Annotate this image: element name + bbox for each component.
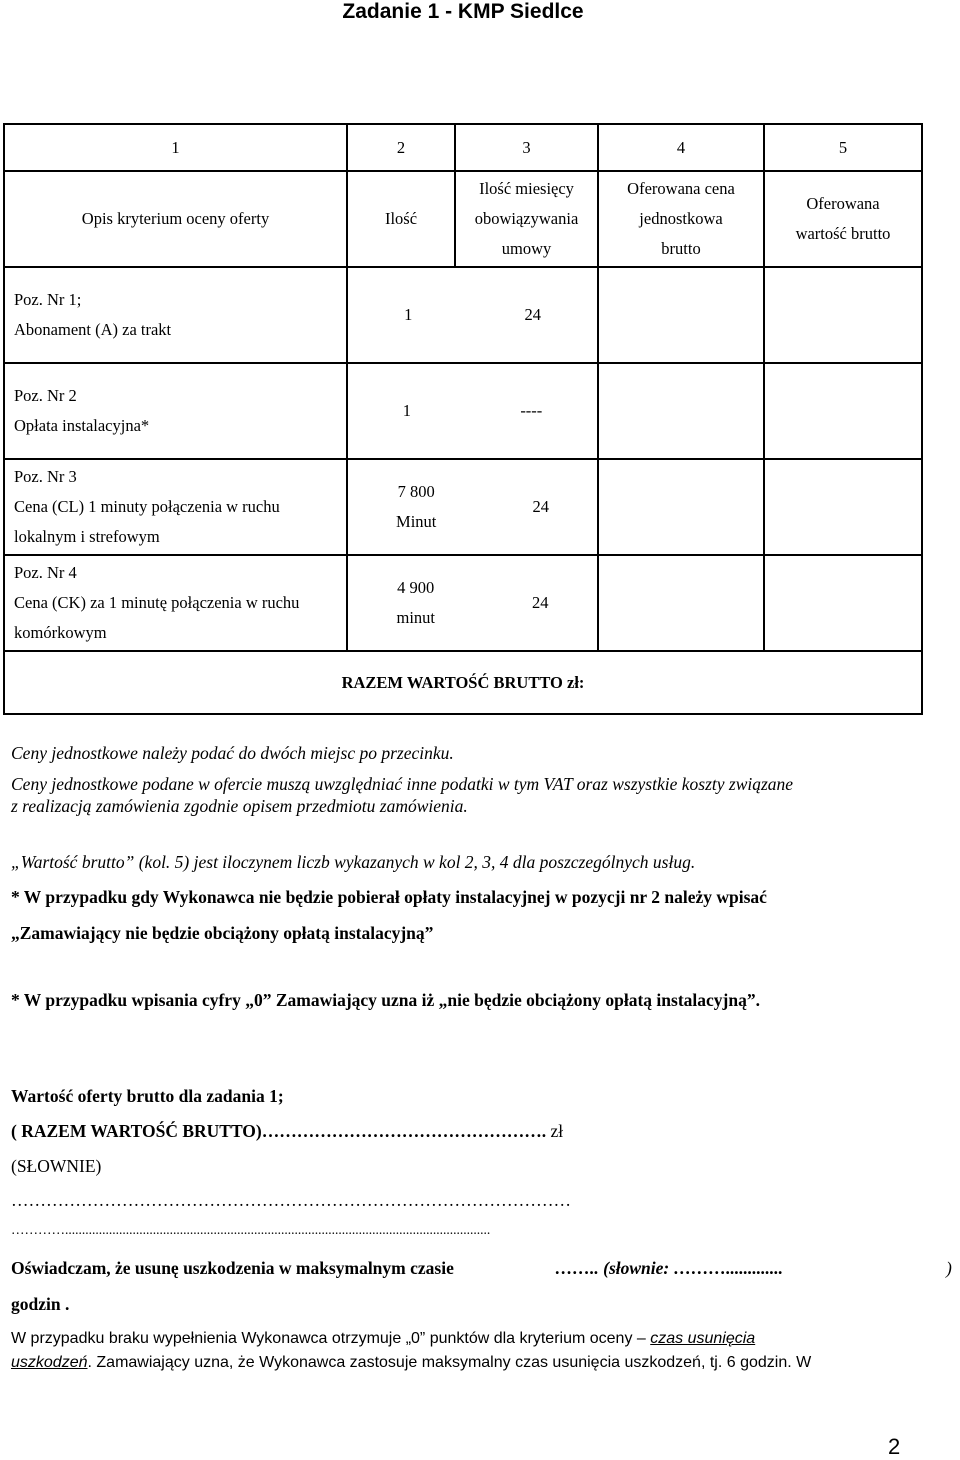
offer-total-line (11, 1121, 563, 1142)
page-title: Zadanie 1 - KMP Siedlce (342, 0, 584, 23)
table-row (4, 459, 922, 555)
note-decimal-places: Ceny jednostkowe należy podać do dwóch miejsc po przecinku. (11, 743, 454, 763)
offer-words-field-2[interactable]: ………….............................................................................................................................. (11, 1222, 491, 1237)
header-unit-price: Oferowana cena jednostkowa brutto (598, 171, 764, 267)
row-qty-months (347, 363, 598, 459)
column-number-row (4, 124, 922, 171)
row-quantity: 7 800 Minut (396, 482, 437, 531)
offer-words-label: (SŁOWNIE) (11, 1156, 102, 1176)
total-row (4, 651, 922, 714)
col-number: 5 (764, 124, 922, 171)
total-value-cell[interactable] (764, 459, 922, 555)
header-quantity: Ilość (347, 171, 455, 267)
header-row (4, 171, 922, 267)
row-months: ---- (520, 401, 543, 420)
total-value-cell[interactable] (764, 363, 922, 459)
col-number: 4 (598, 124, 764, 171)
declaration-close-paren: ) (946, 1258, 952, 1278)
note-unit-prices: Ceny jednostkowe podane w ofercie muszą uwzględniać inne podatki w tym VAT oraz wszystkie koszty związane (11, 774, 794, 794)
declaration-time-field[interactable]: …….. (słownie: ………............. (555, 1258, 783, 1278)
note-installation-fee: * W przypadku gdy Wykonawca nie będzie pobierał opłaty instalacyjnej w pozycji nr 2 należy wpisać (11, 887, 767, 907)
criterion-link: czas usunięcia (650, 1330, 756, 1347)
offer-total-unit: zł (546, 1121, 564, 1141)
row-description: Poz. Nr 2 Opłata instalacyjna* (4, 363, 347, 459)
unit-price-cell[interactable] (598, 267, 764, 363)
col-number: 1 (4, 124, 347, 171)
note-installation-fee-text: „Zamawiający nie będzie obciążony opłatą instalacyjną” (11, 923, 434, 943)
table-row (4, 363, 922, 459)
unit-price-cell[interactable] (598, 363, 764, 459)
table-row (4, 555, 922, 651)
unit-price-cell[interactable] (598, 555, 764, 651)
row-quantity: 1 (402, 401, 411, 420)
row-months: 24 (524, 305, 541, 324)
offer-total-label: ( RAZEM WARTOŚĆ BRUTTO)…………………………………………. (11, 1121, 547, 1141)
row-description: Poz. Nr 1; Abonament (A) za trakt (4, 267, 347, 363)
header-months: Ilość miesięcy obowiązywania umowy (455, 171, 598, 267)
offer-words-field[interactable]: …………………………………………………………………………………… (11, 1190, 571, 1210)
offer-table (3, 123, 923, 715)
total-label: RAZEM WARTOŚĆ BRUTTO zł: (4, 651, 922, 714)
declaration-text: Oświadczam, że usunę uszkodzenia w maksymalnym czasie (11, 1258, 454, 1278)
final-note: W przypadku braku wypełnienia Wykonawca otrzymuje „0” punktów dla kryterium oceny – czas usunięcia uszkodzeń. Zamawiający uzna, że Wykonawca zastosuje maksymalny czas usunięcia uszkodzeń, tj. 6 godzin. W (11, 1330, 812, 1371)
col-number: 2 (347, 124, 455, 171)
note-zero-value: * W przypadku wpisania cyfry „0” Zamawiający uzna iż „nie będzie obciążony opłatą instalacyjną”. (11, 990, 760, 1010)
unit-price-cell[interactable] (598, 459, 764, 555)
declaration-hours: godzin . (11, 1294, 70, 1314)
table-row (4, 267, 922, 363)
row-months: 24 (532, 497, 549, 516)
row-description: Poz. Nr 4 Cena (CK) za 1 minutę połączenia w ruchu komórkowym (4, 555, 347, 651)
row-qty-months (347, 267, 598, 363)
row-qty-months (347, 459, 598, 555)
offer-value-label: Wartość oferty brutto dla zadania 1; (11, 1086, 284, 1106)
header-description: Opis kryterium oceny oferty (4, 171, 347, 267)
row-months: 24 (531, 593, 549, 612)
note-unit-prices-cont: z realizacją zamówienia zgodnie opisem przedmiotu zamówienia. (11, 796, 468, 816)
total-value-cell[interactable] (764, 267, 922, 363)
header-total-value: Oferowana wartość brutto (764, 171, 922, 267)
col-number: 3 (455, 124, 598, 171)
total-value-cell[interactable] (764, 555, 922, 651)
row-description: Poz. Nr 3 Cena (CL) 1 minuty połączenia w ruchu lokalnym i strefowym (4, 459, 347, 555)
row-quantity: 1 (404, 305, 413, 324)
row-qty-months (347, 555, 598, 651)
page-number: 2 (888, 1434, 901, 1459)
criterion-link-cont: uszkodzeń (11, 1354, 88, 1371)
note-gross-value: „Wartość brutto” (kol. 5) jest iloczynem liczb wykazanych w kol 2, 3, 4 dla poszczególnych usług. (11, 852, 696, 872)
row-quantity: 4 900 minut (396, 578, 435, 627)
